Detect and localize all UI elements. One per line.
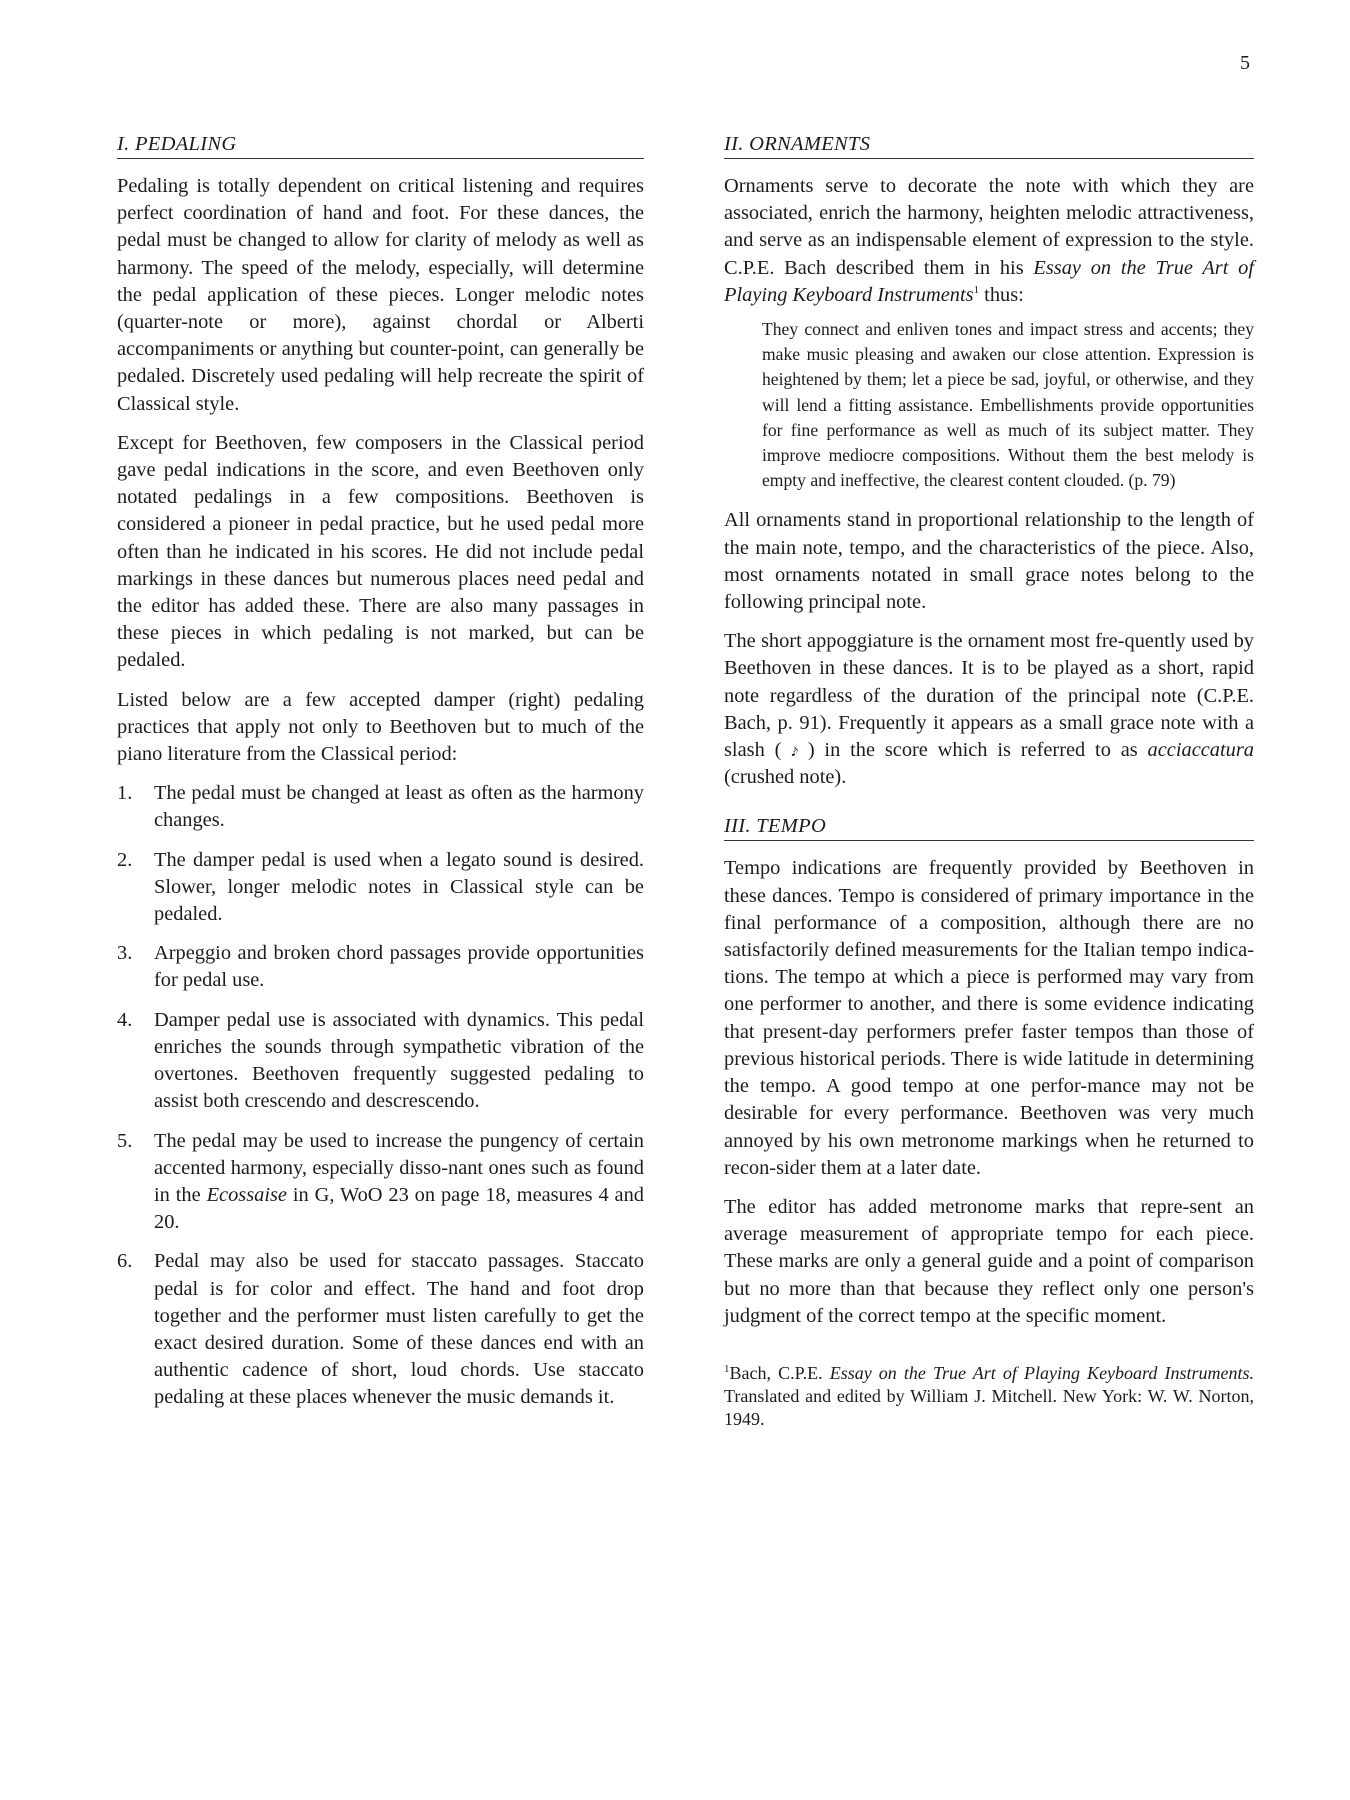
list-item <box>117 1128 644 1237</box>
list-item-number: 4. <box>117 1008 133 1031</box>
tempo-paragraph-1: Tempo indications are frequently provided by Beethoven in these dances. Tempo is considered of primary importance in the final performance of a composition, although there are no satisfactorily defined measurements for the Italian tempo indica-tions. The tempo at which a piece is performed may vary from one performer to another, and there is some evidence indicating that present-day performers prefer faster tempos than those of previous historical periods. There is wide latitude in determining the tempo. A good tempo at one perfor-mance may not be desirable for every performance. Beethoven was very much annoyed by his own metronome markings when he returned to recon-sider them at a later date. <box>724 857 1254 1179</box>
list-item <box>117 1007 644 1116</box>
left-column <box>117 133 644 1424</box>
list-item-text: The damper pedal is used when a legato sound is desired. Slower, longer melodic notes in Classical style can be pedaled. <box>154 848 644 926</box>
list-item-text: Damper pedal use is associated with dynamics. This pedal enriches the sounds through sympathetic vibration of the overtones. Beethoven frequently suggested pedaling to assist both crescendo and descrescendo. <box>154 1008 644 1113</box>
page-number: 5 <box>1240 52 1250 74</box>
list-item-text: Arpeggio and broken chord passages provide opportunities for pedal use. <box>154 942 644 992</box>
list-item-text: The pedal may be used to increase the pungency of certain accented harmony, especially disso-nant ones such as found in the <box>154 1129 644 1206</box>
pedaling-paragraph-3: Listed below are a few accepted damper (right) pedaling practices that apply not only to Beethoven but to much of the piano literature from the Classical period: <box>117 688 644 766</box>
pedaling-paragraph-1: Pedaling is totally dependent on critical listening and requires perfect coordination of hand and foot. For these dances, the pedal must be changed to allow for clarity of melody as well as harmony. The speed of the melody, especially, will determine the pedal application of these pieces. Longer melodic notes (quarter-note or more), against chordal or Alberti accompaniments or anything but counter-point, can generally be pedaled. Discretely used pedaling will help recreate the spirit of Classical style. <box>117 175 644 415</box>
pedaling-practices-list <box>117 780 644 1411</box>
ornaments-paragraph-2: All ornaments stand in proportional relationship to the length of the main note, tempo, and the characteristics of the piece. Also, most ornaments notated in small grace notes belong to the following principal note. <box>724 509 1254 614</box>
list-item <box>117 780 644 834</box>
list-item-number: 1. <box>117 782 133 805</box>
footnote-author: Bach, C.P.E. <box>729 1362 830 1383</box>
essay-title: Essay on the True Art of Playing Keyboard Instruments <box>724 256 1254 306</box>
footnote-number: 1 <box>724 1362 730 1375</box>
list-item <box>117 940 644 994</box>
ornaments-paragraph-1-end: thus: <box>979 283 1024 306</box>
bach-quote: They connect and enliven tones and impact stress and accents; they make music pleasing and awaken our close attention. Expression is heightened by them; let a piece be sad, joyful, or otherwise, and they will lend a fitting assistance. Embellishments provide opportunities for fine performance as well as much of its subject matter. They improve mediocre compositions. Without them the best melody is empty and ineffective, the clearest content clouded. (p. 79) <box>762 319 1254 491</box>
ornaments-paragraph-3-end: (crushed note). <box>724 766 847 789</box>
grace-note-icon: 𝆔 <box>791 739 799 762</box>
ornaments-paragraph-3-mid: ) in the score which is referred to as <box>798 739 1148 762</box>
list-item-text: Pedal may also be used for staccato passages. Staccato pedal is for color and effect. The hand and foot drop together and the performer must listen carefully to get the exact desired duration. Some of these dances end with an authentic cadence of short, loud chords. Use staccato pedaling at these places whenever the music demands it. <box>154 1250 644 1409</box>
ecossaise-title: Ecossaise <box>206 1183 287 1206</box>
ornaments-paragraph-1 <box>724 173 1254 309</box>
list-item <box>117 847 644 929</box>
ornaments-heading: II. ORNAMENTS <box>724 133 1254 159</box>
footnote-publisher: Translated and edited by William J. Mitchell. New York: W. W. Norton, 1949. <box>724 1385 1254 1429</box>
list-item-text-end: in G, WoO 23 on page 18, measures 4 and 20. <box>154 1183 645 1234</box>
ornaments-paragraph-3 <box>724 628 1254 791</box>
tempo-heading: III. TEMPO <box>724 815 1254 841</box>
ornaments-paragraph-3-text: The short appoggiature is the ornament most fre-quently used by Beethoven in these dances. It is to be played as a short, rapid note regardless of the duration of the principal note (C.P.E. Bach, p. 91). Frequently it appears as a small grace note with a slash ( <box>724 630 1254 762</box>
footnote-title: Essay on the True Art of Playing Keyboard Instruments. <box>829 1362 1254 1383</box>
list-item-number: 6. <box>117 1250 133 1273</box>
list-item-text: The pedal must be changed at least as often as the harmony changes. <box>154 782 644 832</box>
acciaccatura-term: acciaccatura <box>1147 739 1254 762</box>
list-item-number: 3. <box>117 942 133 965</box>
list-item-number: 5. <box>117 1129 133 1152</box>
list-item-number: 2. <box>117 848 133 871</box>
pedaling-paragraph-2: Except for Beethoven, few composers in the Classical period gave pedal indications in the score, and even Beethoven only notated pedalings in a few compositions. Beethoven is considered a pioneer in pedal practice, but he used pedal more often than he indicated in his scores. He did not include pedal markings in these dances but numerous places need pedal and the editor has added these. There are also many passages in these pieces in which pedaling is not marked, but can be pedaled. <box>117 431 644 672</box>
pedaling-heading: I. PEDALING <box>117 133 644 159</box>
ornaments-paragraph-1-text: Ornaments serve to decorate the note with which they are associated, enrich the harmony, heighten melodic attractiveness, and serve as an indispensable element of expression to the style. C.P.E. Bach described them in his <box>724 175 1254 279</box>
tempo-paragraph-2: The editor has added metronome marks that repre-sent an average measurement of appropriate tempo for each piece. These marks are only a general guide and a point of comparison but no more than that because they reflect only one person's judgment of the correct tempo at the specific moment. <box>724 1195 1254 1327</box>
list-item <box>117 1248 644 1411</box>
footnote-ref: 1 <box>973 284 980 297</box>
right-column <box>724 133 1254 1431</box>
footnote <box>724 1362 1254 1431</box>
